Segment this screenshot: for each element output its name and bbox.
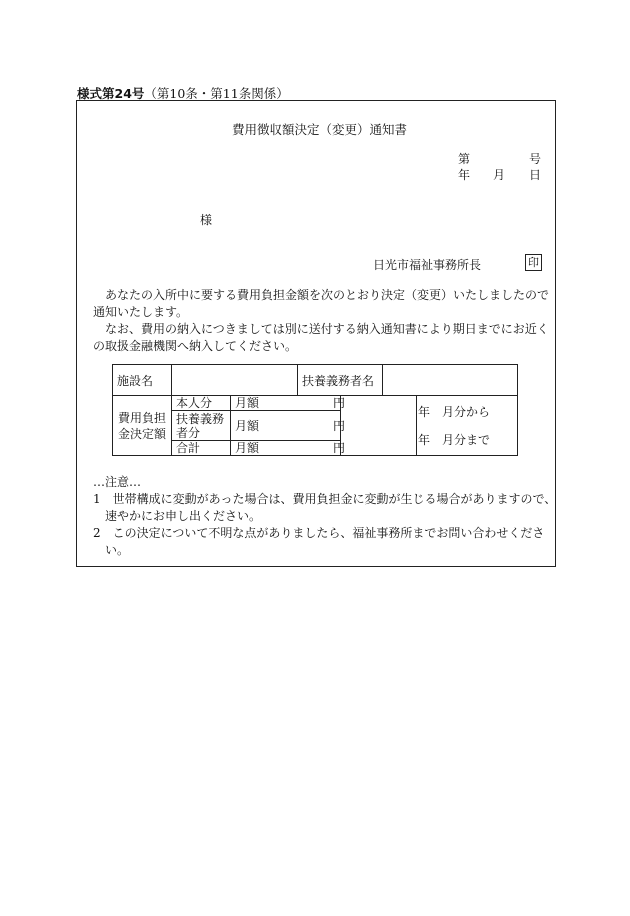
- monthly-cell: [231, 441, 346, 456]
- document-title: 費用徴収額決定（変更）通知書: [232, 122, 408, 137]
- monthly-label: 月額: [235, 396, 260, 410]
- note-number: 2: [93, 526, 101, 540]
- form-number: 様式第24号: [77, 86, 145, 101]
- note-line1: この決定について不明な点がありましたら、福祉事務所までお問い合わせくださ: [112, 526, 545, 540]
- number-suffix: 号: [529, 152, 542, 166]
- monthly-cell: [231, 396, 346, 411]
- monthly-cell: [231, 411, 346, 441]
- note-line2: い。: [105, 543, 130, 557]
- yen-label: 円: [333, 396, 346, 410]
- cost-decision-label: [113, 396, 172, 456]
- note-number: 1: [93, 492, 101, 506]
- yen-label: 円: [333, 419, 346, 433]
- addressee-honorific: 様: [200, 213, 213, 227]
- notice-paragraph-1: あなたの入所中に要する費用負担金額を次のとおり決定（変更）いたしましたので通知いたします。: [93, 288, 550, 319]
- cost-label-line1: 費用負担: [117, 410, 166, 425]
- period-from: 年 月分から: [418, 404, 491, 419]
- row-label: [172, 411, 231, 441]
- notes-heading: …注意…: [93, 475, 142, 489]
- note-line2: 速やかにお申し出ください。: [105, 509, 262, 523]
- obligor-label: 扶養義務者名: [298, 365, 383, 396]
- row-label: 合計: [172, 441, 231, 456]
- cost-spacer: [340, 396, 417, 456]
- monthly-label: 月額: [235, 441, 260, 455]
- issuer-name: 日光市福祉事務所長: [373, 258, 482, 272]
- obligor-value: [383, 365, 518, 396]
- row-label-line2: 者分: [176, 425, 201, 440]
- monthly-label: 月額: [235, 419, 260, 433]
- notice-paragraph-2: なお、費用の納入につきましては別に送付する納入通知書により期日までにお近くの取扱金融機関へ納入してください。: [93, 322, 549, 353]
- note-item: [93, 525, 544, 559]
- note-item: [93, 491, 556, 525]
- date-day: 日: [529, 168, 542, 182]
- yen-label: 円: [333, 441, 346, 455]
- facility-label: 施設名: [113, 365, 172, 396]
- cost-table: [112, 364, 518, 456]
- date-year: 年: [458, 168, 471, 182]
- facility-value: [172, 365, 298, 396]
- cost-label-line2: 金決定額: [117, 426, 166, 441]
- date-month: 月: [493, 168, 506, 182]
- period-cell: [417, 396, 518, 456]
- note-line1: 世帯構成に変動があった場合は、費用負担金に変動が生じる場合がありますので、: [112, 492, 557, 506]
- row-label-line1: 扶養義務: [176, 411, 225, 426]
- number-prefix: 第: [458, 152, 471, 166]
- form-relation: （第10条・第11条関係）: [144, 86, 289, 101]
- period-to: 年 月分まで: [418, 432, 491, 447]
- seal-stamp: 印: [525, 254, 542, 271]
- row-label: 本人分: [172, 396, 231, 411]
